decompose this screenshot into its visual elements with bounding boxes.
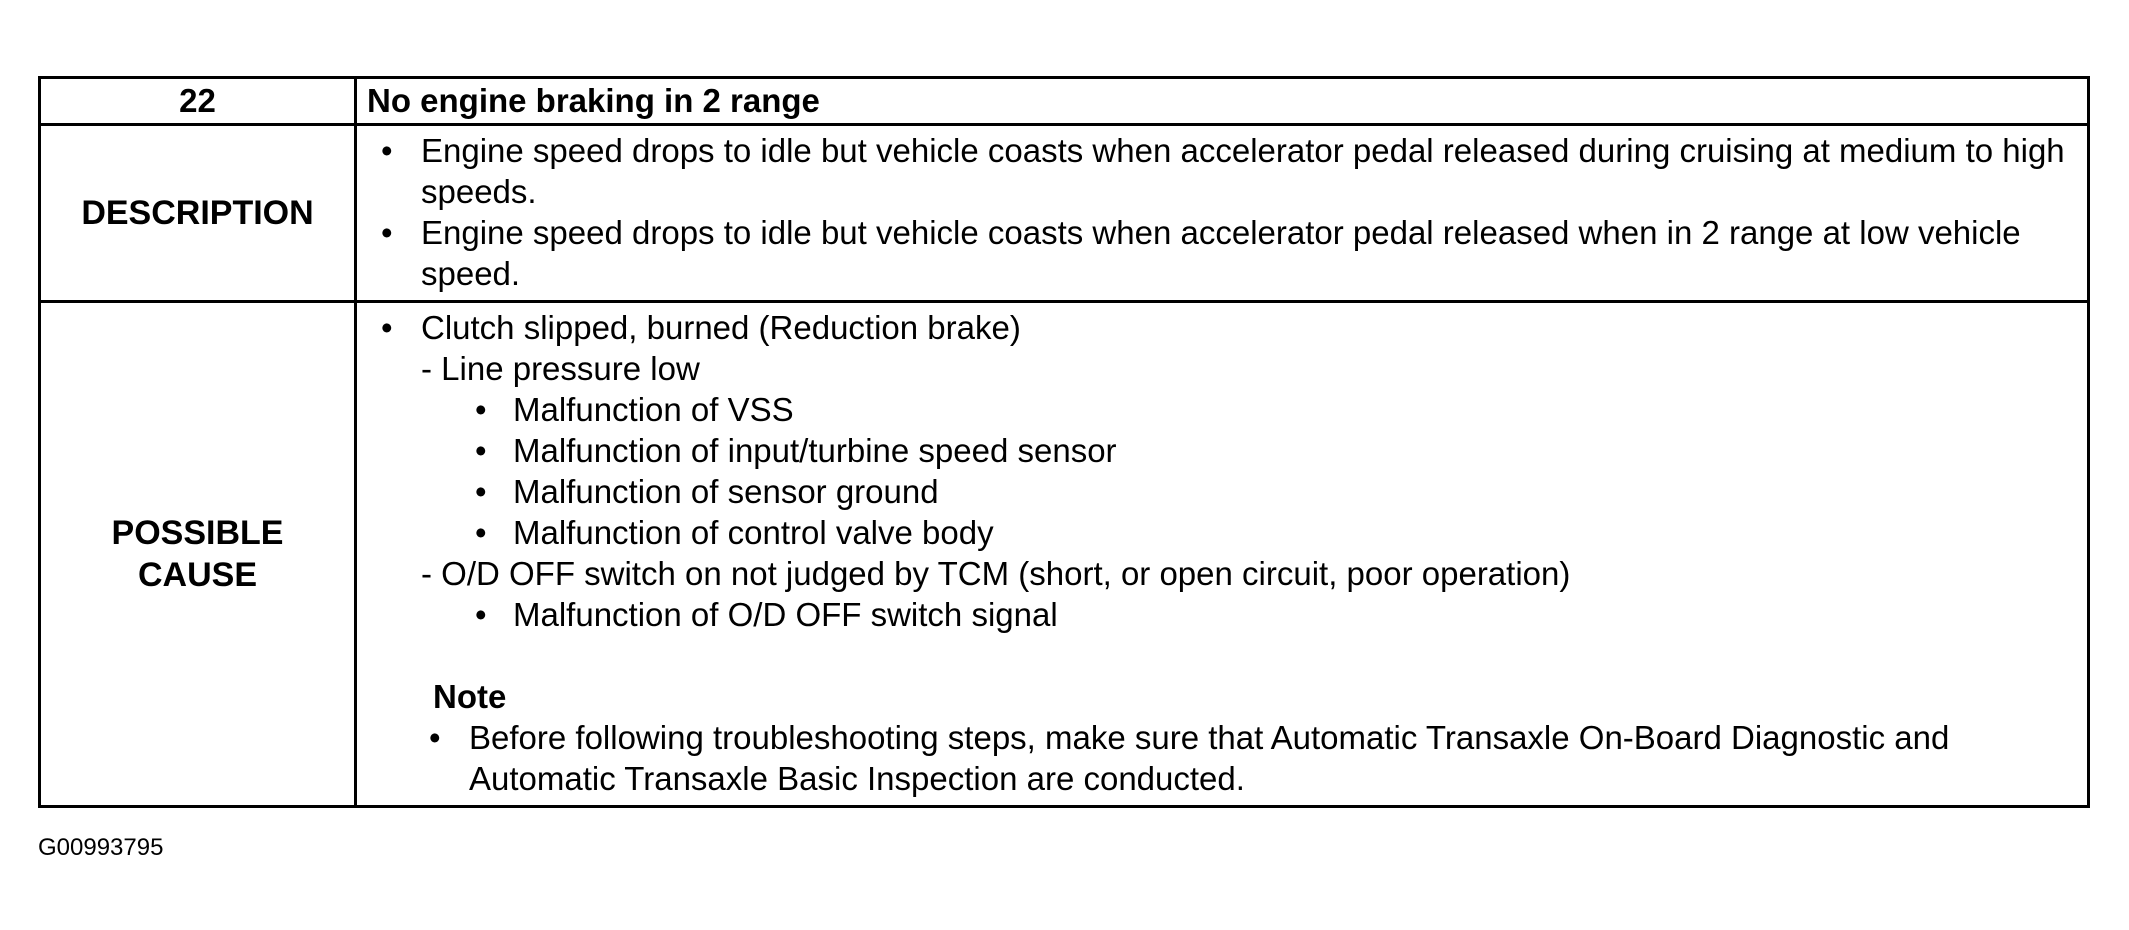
possible-cause-label-line1: POSSIBLE — [111, 514, 284, 552]
trouble-number: 22 — [40, 78, 356, 125]
cause-main-item: • Clutch slipped, burned (Reduction brake) — [377, 307, 2073, 348]
possible-cause-list — [377, 307, 2073, 799]
figure-id: G00993795 — [38, 834, 164, 861]
note-heading: Note — [433, 678, 507, 715]
description-row — [40, 125, 2089, 302]
troubleshooting-table — [38, 76, 2090, 808]
cause-group-heading: - O/D OFF switch on not judged by TCM (short, or open circuit, poor operation) — [421, 555, 1571, 592]
list-spacer — [377, 635, 2073, 676]
description-label: DESCRIPTION — [40, 125, 356, 302]
description-list — [377, 130, 2073, 294]
cause-sub-item: • Malfunction of input/turbine speed sensor — [377, 430, 2073, 471]
possible-cause-label-line2: CAUSE — [137, 556, 258, 594]
possible-cause-row — [40, 302, 2089, 807]
possible-cause-label — [40, 302, 356, 807]
trouble-title: No engine braking in 2 range — [356, 78, 2089, 125]
description-item: • Engine speed drops to idle but vehicle coasts when accelerator pedal released during cruising at medium to high speeds. — [377, 130, 2073, 212]
cause-group-heading: - Line pressure low — [421, 350, 700, 387]
cause-sub-item: • Malfunction of sensor ground — [377, 471, 2073, 512]
note-item: • Before following troubleshooting steps, make sure that Automatic Transaxle On-Board Diagnostic and Automatic Transaxle Basic Inspection are conducted. — [377, 717, 2073, 799]
description-item: • Engine speed drops to idle but vehicle coasts when accelerator pedal released when in 2 range at low vehicle speed. — [377, 212, 2073, 294]
description-content — [356, 125, 2089, 302]
possible-cause-content — [356, 302, 2089, 807]
cause-sub-item: • Malfunction of control valve body — [377, 512, 2073, 553]
header-row — [40, 78, 2089, 125]
cause-sub-item: • Malfunction of VSS — [377, 389, 2073, 430]
cause-sub-item: • Malfunction of O/D OFF switch signal — [377, 594, 2073, 635]
